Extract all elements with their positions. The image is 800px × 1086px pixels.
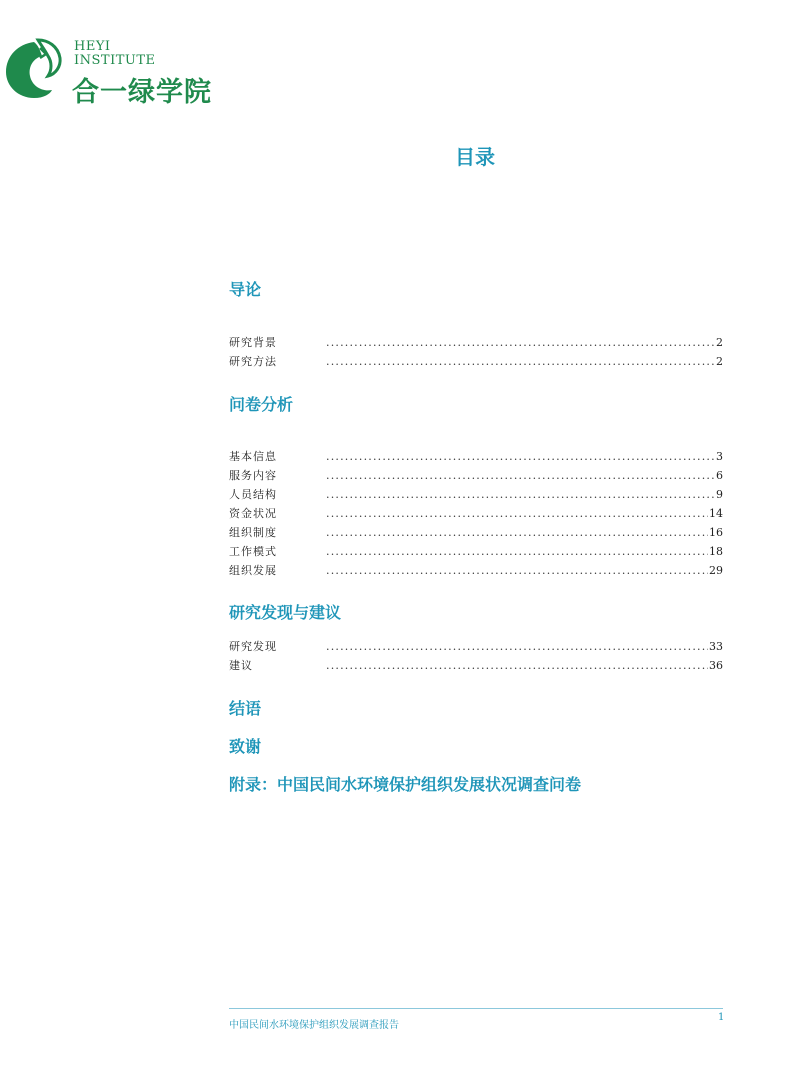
toc-entry-page: 14 [709,507,723,520]
toc-entry[interactable] [229,353,723,372]
footer-page-number: 1 [718,1012,725,1023]
logo-english-name [74,40,156,68]
toc-leader-dots [326,507,708,520]
toc-entry[interactable] [229,543,723,562]
toc-entry[interactable] [229,486,723,505]
toc-leader-dots [326,545,708,558]
toc-leader-dots [326,355,715,368]
toc-entry[interactable] [229,657,723,676]
toc-title: 目录 [455,145,495,169]
toc-entry-page: 6 [716,469,723,482]
toc-entry-label: 工作模式 [229,545,277,558]
toc-entry-page: 33 [709,640,723,653]
toc-entry-label: 建议 [229,659,253,672]
toc-entry-page: 29 [709,564,723,577]
toc-section-title[interactable]: 结语 [229,699,262,718]
toc-entry-page: 3 [716,450,723,463]
toc-entry[interactable] [229,562,723,581]
toc-leader-dots [326,488,715,501]
logo-chinese-name: 合一绿学院 [72,77,212,108]
toc-section-title[interactable]: 研究发现与建议 [229,603,342,622]
footer-divider [229,1008,723,1009]
heyi-leaf-face-icon [4,36,68,100]
toc-entry[interactable] [229,638,723,657]
toc-leader-dots [326,659,708,672]
logo-en-line2: INSTITUTE [74,53,156,68]
toc-entry-label: 人员结构 [229,488,277,501]
toc-entry-page: 2 [716,355,723,368]
footer-report-title: 中国民间水环境保护组织发展调查报告 [229,1020,399,1031]
toc-entry[interactable] [229,448,723,467]
toc-section-title[interactable]: 附录：中国民间水环境保护组织发展状况调查问卷 [229,775,582,794]
toc-entry[interactable] [229,467,723,486]
toc-leader-dots [326,336,715,349]
toc-entry-label: 研究发现 [229,640,277,653]
toc-section-title[interactable]: 致谢 [229,737,262,756]
toc-leader-dots [326,469,715,482]
toc-leader-dots [326,450,715,463]
toc-entry[interactable] [229,524,723,543]
toc-entry-label: 研究方法 [229,355,277,368]
toc-entry[interactable] [229,505,723,524]
toc-leader-dots [326,526,708,539]
toc-entry-page: 16 [709,526,723,539]
heyi-logo [4,36,234,108]
toc-leader-dots [326,564,708,577]
toc-section-title[interactable]: 问卷分析 [229,395,294,414]
toc-entry-page: 18 [709,545,723,558]
toc-entry-label: 基本信息 [229,450,277,463]
toc-entry-page: 2 [716,336,723,349]
toc-entry-label: 研究背景 [229,336,277,349]
logo-en-line1: HEYI [74,39,111,54]
toc-entry-label: 组织制度 [229,526,277,539]
toc-section-title[interactable]: 导论 [229,280,262,299]
toc-entry-page: 36 [709,659,723,672]
toc-entry-label: 服务内容 [229,469,277,482]
toc-entry-label: 资金状况 [229,507,277,520]
toc-entry-page: 9 [716,488,723,501]
toc-entry-label: 组织发展 [229,564,277,577]
toc-leader-dots [326,640,708,653]
toc-entry[interactable] [229,334,723,353]
